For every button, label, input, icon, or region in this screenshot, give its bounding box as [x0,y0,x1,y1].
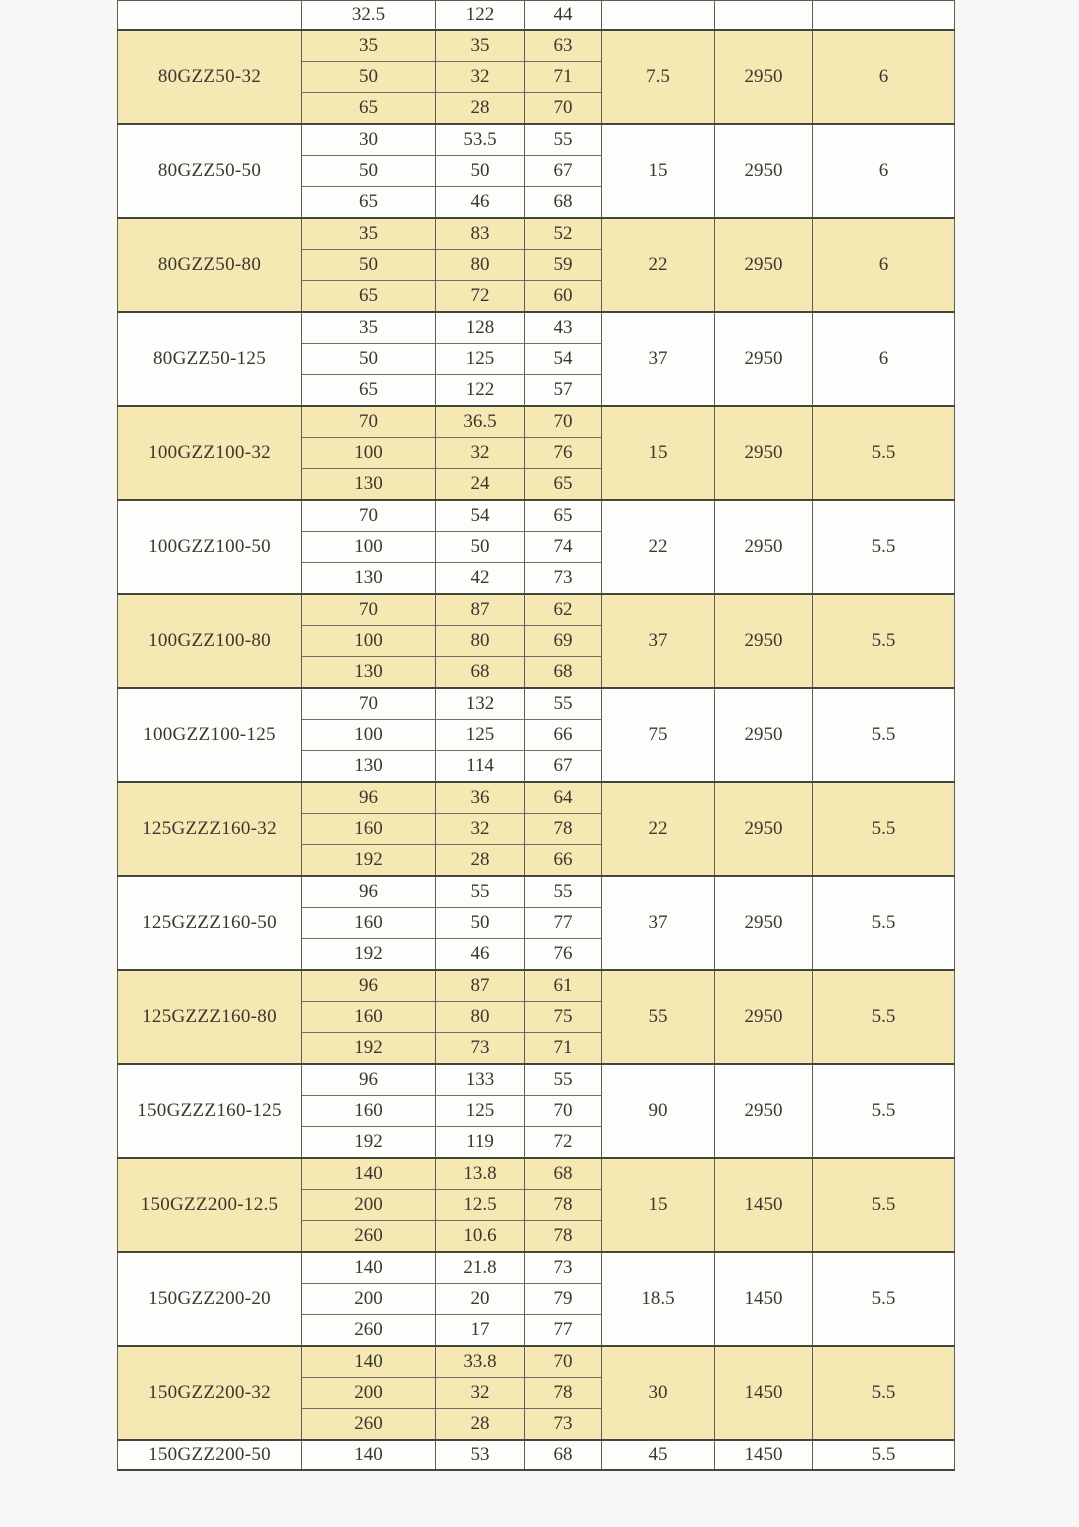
efficiency-cell: 67 [525,751,602,783]
power-cell: 22 [602,782,715,876]
efficiency-cell: 66 [525,720,602,751]
npsh-cell: 6 [813,312,955,406]
flow-cell: 50 [302,156,436,187]
power-cell: 15 [602,124,715,218]
speed-cell: 2950 [715,782,813,876]
model-cell: 100GZZ100-32 [118,406,302,500]
model-cell: 150GZZZ160-125 [118,1064,302,1158]
power-cell: 15 [602,406,715,500]
efficiency-cell: 44 [525,1,602,31]
flow-cell: 260 [302,1315,436,1347]
efficiency-cell: 77 [525,908,602,939]
flow-cell: 200 [302,1190,436,1221]
head-cell: 125 [436,344,525,375]
flow-cell: 130 [302,469,436,501]
partial-top-row [118,1,955,31]
head-cell: 53.5 [436,124,525,156]
efficiency-cell: 55 [525,1064,602,1096]
efficiency-cell: 70 [525,1096,602,1127]
efficiency-cell: 78 [525,1221,602,1253]
efficiency-cell: 70 [525,93,602,125]
head-cell: 28 [436,93,525,125]
efficiency-cell: 55 [525,876,602,908]
head-cell: 114 [436,751,525,783]
head-cell: 50 [436,532,525,563]
model-cell: 100GZZ100-125 [118,688,302,782]
spec-row [118,594,955,626]
power-cell: 37 [602,876,715,970]
flow-cell: 100 [302,532,436,563]
efficiency-cell: 73 [525,563,602,595]
flow-cell: 192 [302,1127,436,1159]
head-cell: 50 [436,908,525,939]
efficiency-cell: 75 [525,1002,602,1033]
flow-cell: 130 [302,657,436,689]
speed-cell: 2950 [715,970,813,1064]
power-cell: 22 [602,500,715,594]
efficiency-cell: 70 [525,1346,602,1378]
npsh-cell: 5.5 [813,1064,955,1158]
speed-cell: 2950 [715,500,813,594]
model-cell: 80GZZ50-80 [118,218,302,312]
head-cell: 28 [436,1409,525,1441]
head-cell: 32 [436,1378,525,1409]
spec-row [118,1158,955,1190]
efficiency-cell: 68 [525,1440,602,1470]
speed-cell: 2950 [715,406,813,500]
flow-cell: 140 [302,1252,436,1284]
npsh-cell: 5.5 [813,1252,955,1346]
head-cell: 35 [436,30,525,62]
speed-cell: 2950 [715,594,813,688]
efficiency-cell: 61 [525,970,602,1002]
head-cell: 36 [436,782,525,814]
speed-cell: 1450 [715,1158,813,1252]
flow-cell: 140 [302,1440,436,1470]
flow-cell: 65 [302,281,436,313]
model-cell: 100GZZ100-50 [118,500,302,594]
spec-row [118,312,955,344]
head-cell: 119 [436,1127,525,1159]
head-cell: 133 [436,1064,525,1096]
spec-row [118,782,955,814]
flow-cell: 200 [302,1378,436,1409]
flow-cell: 65 [302,375,436,407]
power-cell: 15 [602,1158,715,1252]
efficiency-cell: 68 [525,1158,602,1190]
flow-cell: 30 [302,124,436,156]
efficiency-cell: 65 [525,469,602,501]
efficiency-cell: 64 [525,782,602,814]
efficiency-cell: 69 [525,626,602,657]
npsh-cell: 6 [813,124,955,218]
efficiency-cell: 63 [525,30,602,62]
spec-row [118,1346,955,1378]
head-cell: 42 [436,563,525,595]
head-cell: 80 [436,1002,525,1033]
model-cell: 150GZZ200-32 [118,1346,302,1440]
efficiency-cell: 71 [525,62,602,93]
efficiency-cell: 54 [525,344,602,375]
head-cell: 55 [436,876,525,908]
head-cell: 46 [436,939,525,971]
npsh-cell: 5.5 [813,688,955,782]
efficiency-cell: 71 [525,1033,602,1065]
head-cell: 53 [436,1440,525,1470]
npsh-cell: 5.5 [813,406,955,500]
head-cell: 46 [436,187,525,219]
spec-row [118,1064,955,1096]
efficiency-cell: 74 [525,532,602,563]
head-cell: 32 [436,438,525,469]
flow-cell: 70 [302,688,436,720]
speed-cell: 1450 [715,1252,813,1346]
flow-cell: 65 [302,93,436,125]
head-cell: 21.8 [436,1252,525,1284]
flow-cell: 70 [302,500,436,532]
flow-cell: 96 [302,970,436,1002]
head-cell: 33.8 [436,1346,525,1378]
pump-spec-table [117,0,955,1471]
head-cell: 125 [436,720,525,751]
head-cell: 68 [436,657,525,689]
flow-cell: 65 [302,187,436,219]
flow-cell: 35 [302,30,436,62]
head-cell: 50 [436,156,525,187]
efficiency-cell: 59 [525,250,602,281]
flow-cell: 96 [302,782,436,814]
speed-cell: 2950 [715,688,813,782]
efficiency-cell: 43 [525,312,602,344]
power-cell: 7.5 [602,30,715,124]
speed-cell: 1450 [715,1346,813,1440]
spec-row [118,30,955,62]
efficiency-cell: 78 [525,1190,602,1221]
efficiency-cell: 73 [525,1409,602,1441]
pump-table-body [118,1,955,1471]
power-cell: 18.5 [602,1252,715,1346]
partial-bottom-row [118,1440,955,1470]
head-cell: 125 [436,1096,525,1127]
head-cell: 122 [436,375,525,407]
power-cell: 55 [602,970,715,1064]
efficiency-cell: 55 [525,124,602,156]
head-cell: 12.5 [436,1190,525,1221]
flow-cell: 96 [302,876,436,908]
flow-cell: 260 [302,1409,436,1441]
head-cell: 132 [436,688,525,720]
model-cell: 100GZZ100-80 [118,594,302,688]
speed-cell: 2950 [715,312,813,406]
efficiency-cell: 77 [525,1315,602,1347]
model-cell: 80GZZ50-125 [118,312,302,406]
speed-cell: 2950 [715,876,813,970]
power-cell: 37 [602,594,715,688]
npsh-cell: 5.5 [813,970,955,1064]
speed-cell: 2950 [715,124,813,218]
head-cell: 83 [436,218,525,250]
model-cell: 125GZZZ160-50 [118,876,302,970]
spec-row [118,406,955,438]
head-cell: 28 [436,845,525,877]
head-cell: 32 [436,814,525,845]
head-cell: 24 [436,469,525,501]
flow-cell: 160 [302,908,436,939]
flow-cell: 70 [302,406,436,438]
efficiency-cell: 68 [525,657,602,689]
power-cell: 45 [602,1440,715,1470]
flow-cell: 35 [302,218,436,250]
flow-cell: 50 [302,62,436,93]
efficiency-cell: 60 [525,281,602,313]
flow-cell: 200 [302,1284,436,1315]
spec-row [118,688,955,720]
head-cell: 36.5 [436,406,525,438]
efficiency-cell: 52 [525,218,602,250]
head-cell: 80 [436,626,525,657]
head-cell: 17 [436,1315,525,1347]
efficiency-cell: 73 [525,1252,602,1284]
efficiency-cell: 66 [525,845,602,877]
flow-cell: 100 [302,720,436,751]
spec-row [118,218,955,250]
flow-cell: 192 [302,845,436,877]
npsh-cell: 5.5 [813,594,955,688]
head-cell: 10.6 [436,1221,525,1253]
head-cell: 87 [436,970,525,1002]
efficiency-cell: 57 [525,375,602,407]
npsh-cell: 5.5 [813,782,955,876]
model-cell: 125GZZZ160-32 [118,782,302,876]
spec-row [118,500,955,532]
head-cell: 13.8 [436,1158,525,1190]
head-cell: 32 [436,62,525,93]
efficiency-cell: 76 [525,939,602,971]
speed-cell: 2950 [715,30,813,124]
head-cell: 72 [436,281,525,313]
flow-cell: 96 [302,1064,436,1096]
head-cell: 73 [436,1033,525,1065]
spec-row [118,124,955,156]
flow-cell: 50 [302,344,436,375]
speed-cell [715,1,813,31]
speed-cell: 2950 [715,1064,813,1158]
head-cell: 128 [436,312,525,344]
flow-cell: 260 [302,1221,436,1253]
efficiency-cell: 65 [525,500,602,532]
power-cell: 90 [602,1064,715,1158]
flow-cell: 192 [302,939,436,971]
efficiency-cell: 67 [525,156,602,187]
model-cell: 125GZZZ160-80 [118,970,302,1064]
model-cell: 80GZZ50-50 [118,124,302,218]
flow-cell: 140 [302,1346,436,1378]
npsh-cell: 5.5 [813,876,955,970]
efficiency-cell: 79 [525,1284,602,1315]
spec-row [118,876,955,908]
power-cell [602,1,715,31]
efficiency-cell: 78 [525,1378,602,1409]
npsh-cell: 5.5 [813,1346,955,1440]
efficiency-cell: 78 [525,814,602,845]
power-cell: 37 [602,312,715,406]
flow-cell: 70 [302,594,436,626]
npsh-cell [813,1,955,31]
efficiency-cell: 62 [525,594,602,626]
flow-cell: 160 [302,1096,436,1127]
model-cell: 150GZZ200-20 [118,1252,302,1346]
flow-cell: 160 [302,814,436,845]
npsh-cell: 5.5 [813,1440,955,1470]
spec-row [118,1252,955,1284]
flow-cell: 130 [302,751,436,783]
flow-cell: 50 [302,250,436,281]
flow-cell: 160 [302,1002,436,1033]
npsh-cell: 6 [813,30,955,124]
model-cell: 150GZZ200-12.5 [118,1158,302,1252]
flow-cell: 35 [302,312,436,344]
head-cell: 54 [436,500,525,532]
flow-cell: 140 [302,1158,436,1190]
model-cell: 150GZZ200-50 [118,1440,302,1470]
head-cell: 87 [436,594,525,626]
efficiency-cell: 72 [525,1127,602,1159]
speed-cell: 1450 [715,1440,813,1470]
flow-cell: 192 [302,1033,436,1065]
speed-cell: 2950 [715,218,813,312]
power-cell: 75 [602,688,715,782]
head-cell: 122 [436,1,525,31]
flow-cell: 32.5 [302,1,436,31]
npsh-cell: 5.5 [813,500,955,594]
flow-cell: 100 [302,626,436,657]
model-cell [118,1,302,31]
efficiency-cell: 70 [525,406,602,438]
npsh-cell: 5.5 [813,1158,955,1252]
power-cell: 22 [602,218,715,312]
head-cell: 80 [436,250,525,281]
power-cell: 30 [602,1346,715,1440]
flow-cell: 130 [302,563,436,595]
efficiency-cell: 68 [525,187,602,219]
spec-row [118,970,955,1002]
efficiency-cell: 55 [525,688,602,720]
efficiency-cell: 76 [525,438,602,469]
flow-cell: 100 [302,438,436,469]
npsh-cell: 6 [813,218,955,312]
model-cell: 80GZZ50-32 [118,30,302,124]
head-cell: 20 [436,1284,525,1315]
